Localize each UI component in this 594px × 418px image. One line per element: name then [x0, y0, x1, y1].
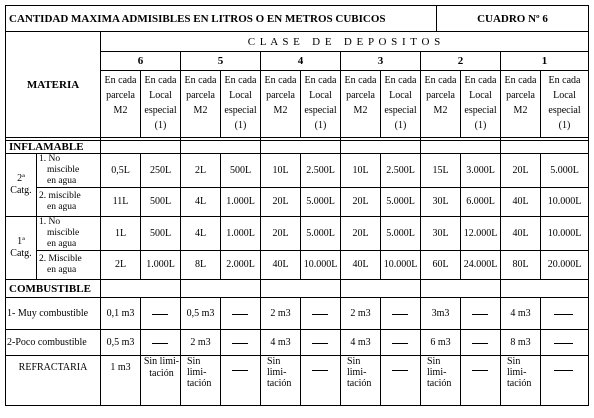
- value-cell: 4 m3: [350, 336, 371, 348]
- value-cell: 12.000L: [463, 227, 498, 239]
- dash-mark: [392, 370, 408, 371]
- value-cell: 6.000L: [466, 196, 495, 207]
- value-cell: 2 m3: [350, 307, 371, 319]
- dash-mark: [554, 370, 573, 371]
- value-cell: 20L: [272, 196, 289, 207]
- value-cell: 5.000L: [550, 164, 579, 176]
- value-cell: 20L: [272, 227, 289, 239]
- value-cell: 2 m3: [190, 336, 211, 348]
- value-cell: 0,5 m3: [106, 336, 135, 348]
- value-cell: 2.000L: [226, 259, 255, 270]
- value-cell: 5.000L: [306, 227, 335, 239]
- cat2-label: 2ª Catg.: [10, 173, 32, 196]
- value-cell: 3.000L: [466, 164, 495, 176]
- table-title: CANTIDAD MAXIMA ADMISIBLES EN LITROS O EN METROS CUBICOS: [9, 12, 386, 25]
- section-combustible: COMBUSTIBLE: [9, 282, 91, 295]
- section-inflamable: INFLAMABLE: [9, 140, 84, 153]
- value-cell: 10.000L: [383, 259, 418, 270]
- row-muy-combustible-label: 1- Muy combustible: [7, 307, 89, 319]
- value-cell: 3m3: [431, 307, 450, 319]
- value-cell: 5.000L: [386, 227, 415, 239]
- dash-mark: [232, 314, 248, 315]
- value-cell: 2.500L: [306, 164, 335, 176]
- col-header-parcela: En cada parcela M2: [184, 75, 217, 116]
- value-cell: 20L: [352, 227, 369, 239]
- class-number: 4: [297, 55, 304, 67]
- class-number: 6: [137, 55, 144, 67]
- value-cell: 4 m3: [270, 336, 291, 348]
- value-cell: 40L: [272, 259, 289, 270]
- value-cell: 6 m3: [430, 336, 451, 348]
- dash-mark: [152, 314, 168, 315]
- sin-limitacion-cell: Sin limi- tación: [347, 356, 372, 389]
- subrow-no-miscible-b: 1. No miscible en agua: [39, 217, 80, 249]
- value-cell: 4 m3: [510, 307, 531, 319]
- col-header-parcela: En cada parcela M2: [504, 75, 537, 116]
- value-cell: 0,5 m3: [186, 307, 215, 319]
- dash-mark: [312, 343, 328, 344]
- class-number: 5: [217, 55, 224, 67]
- sin-limitacion-cell: Sin limi- tación: [507, 356, 532, 389]
- value-cell: 20.000L: [547, 259, 582, 270]
- value-cell: 20L: [512, 164, 529, 176]
- cat1-label: 1ª Catg.: [10, 236, 32, 259]
- col-header-local: En cada Local especial (1): [144, 75, 177, 131]
- row-refractaria-label: REFRACTARIA: [18, 362, 88, 373]
- col-header-local: En cada Local especial (1): [548, 75, 581, 131]
- subrow-miscible: 2. miscible en agua: [39, 191, 81, 212]
- dash-mark: [472, 370, 488, 371]
- value-cell: 80L: [512, 259, 529, 270]
- value-cell: 8 m3: [510, 336, 531, 348]
- dash-mark: [232, 343, 248, 344]
- col-header-parcela: En cada parcela M2: [344, 75, 377, 116]
- value-cell: 1 m3: [110, 362, 131, 373]
- value-cell: 60L: [432, 259, 449, 270]
- dash-mark: [472, 314, 488, 315]
- value-cell: 1.000L: [226, 227, 255, 239]
- class-number: 3: [377, 55, 384, 67]
- cuadro-label: CUADRO Nº 6: [477, 12, 548, 25]
- value-cell: 2L: [194, 164, 207, 176]
- value-cell: 2L: [114, 259, 127, 270]
- value-cell: 20L: [352, 196, 369, 207]
- value-cell: 250L: [149, 164, 172, 176]
- dash-mark: [312, 370, 328, 371]
- value-cell: 10.000L: [303, 259, 338, 270]
- dash-mark: [312, 314, 328, 315]
- row-poco-combustible-label: 2-Poco combustible: [7, 336, 87, 348]
- col-header-local: En cada Local especial (1): [384, 75, 417, 131]
- value-cell: 40L: [512, 227, 529, 239]
- value-cell: 30L: [432, 196, 449, 207]
- value-cell: 0,1 m3: [106, 307, 135, 319]
- value-cell: 0,5L: [111, 164, 130, 176]
- class-number: 2: [457, 55, 464, 67]
- value-cell: 5.000L: [386, 196, 415, 207]
- value-cell: 10L: [272, 164, 289, 176]
- value-cell: 2.500L: [386, 164, 415, 176]
- value-cell: 1.000L: [226, 196, 255, 207]
- value-cell: 11L: [112, 196, 129, 207]
- value-cell: 40L: [512, 196, 529, 207]
- col-header-local: En cada Local especial (1): [224, 75, 257, 131]
- value-cell: 10L: [352, 164, 369, 176]
- dash-mark: [392, 314, 408, 315]
- sin-limitacion-cell: Sin limi- tación: [143, 356, 180, 379]
- dash-mark: [554, 314, 573, 315]
- subrow-no-miscible: 1. No miscible en agua: [39, 154, 80, 186]
- sin-limitacion-cell: Sin limi- tación: [267, 356, 292, 389]
- value-cell: 15L: [432, 164, 449, 176]
- value-cell: 1L: [114, 227, 127, 239]
- value-cell: 8L: [194, 259, 207, 270]
- value-cell: 40L: [352, 259, 369, 270]
- value-cell: 10.000L: [547, 227, 582, 239]
- value-cell: 500L: [149, 227, 172, 239]
- col-header-local: En cada Local especial (1): [304, 75, 337, 131]
- value-cell: 30L: [432, 227, 449, 239]
- subrow-miscible-b: 2. Miscible en agua: [39, 254, 82, 275]
- dash-mark: [232, 370, 248, 371]
- col-header-parcela: En cada parcela M2: [424, 75, 457, 116]
- value-cell: 4L: [194, 196, 207, 207]
- dash-mark: [152, 343, 168, 344]
- value-cell: 1.000L: [146, 259, 175, 270]
- clase-header: C L A S E D E D E P O S I T O S: [247, 35, 442, 48]
- col-header-parcela: En cada parcela M2: [104, 75, 137, 116]
- materia-header: MATERIA: [26, 78, 80, 91]
- value-cell: 10.000L: [547, 196, 582, 207]
- col-header-parcela: En cada parcela M2: [264, 75, 297, 116]
- sin-limitacion-cell: Sin limi- tación: [427, 356, 452, 389]
- class-number: 1: [541, 55, 548, 67]
- value-cell: 2 m3: [270, 307, 291, 319]
- value-cell: 500L: [229, 164, 252, 176]
- dash-mark: [392, 343, 408, 344]
- sin-limitacion-cell: Sin limi- tación: [187, 356, 212, 389]
- value-cell: 500L: [149, 196, 172, 207]
- value-cell: 5.000L: [306, 196, 335, 207]
- dash-mark: [554, 343, 573, 344]
- value-cell: 4L: [194, 227, 207, 239]
- dash-mark: [472, 343, 488, 344]
- col-header-local: En cada Local especial (1): [464, 75, 497, 131]
- value-cell: 24.000L: [463, 259, 498, 270]
